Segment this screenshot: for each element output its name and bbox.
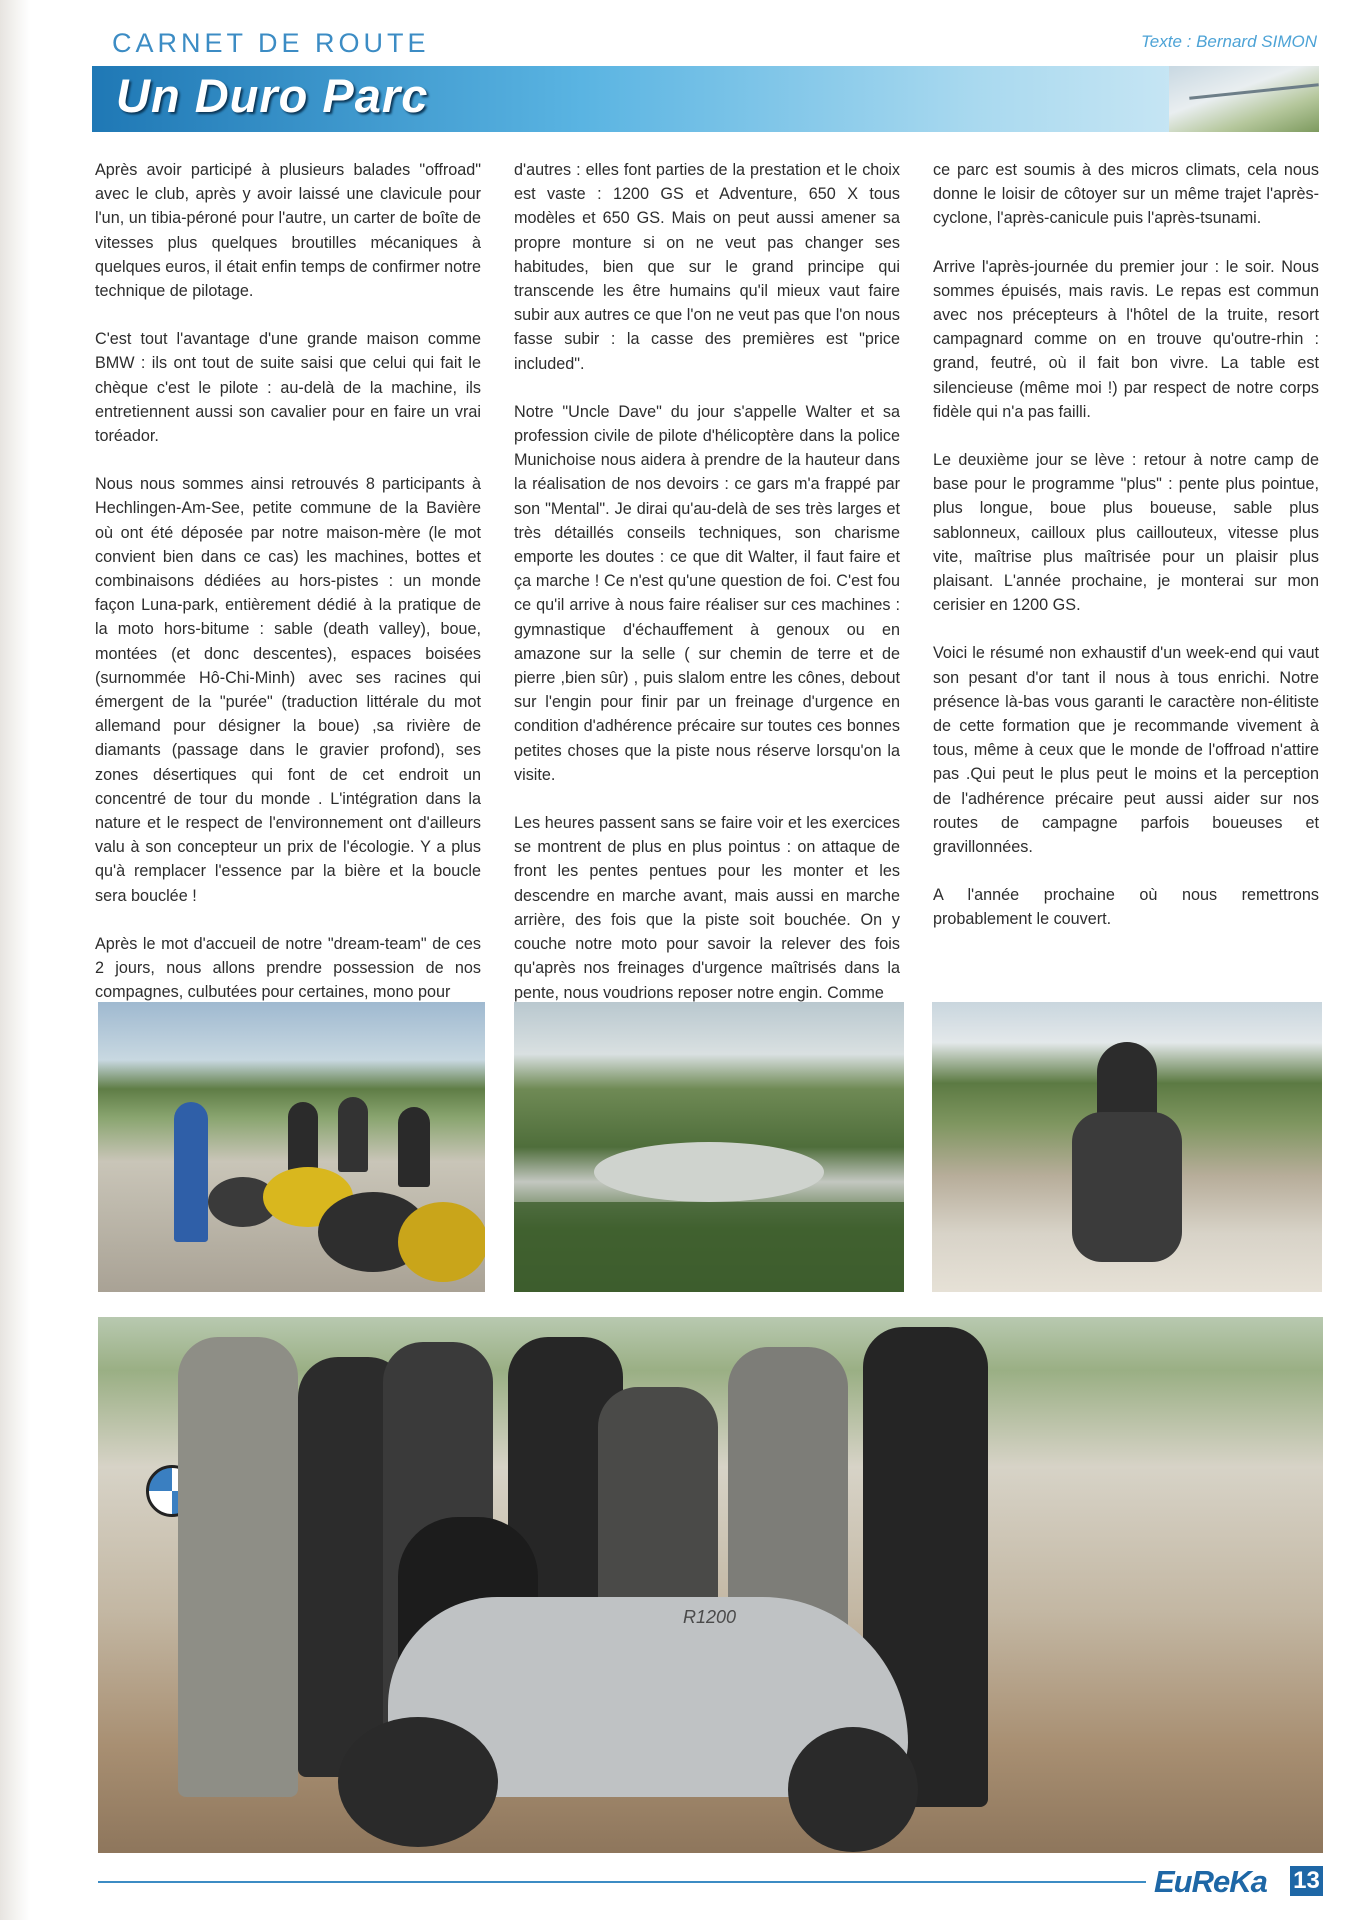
paragraph: Après avoir participé à plusieurs balades "offroad" avec le club, après y avoir laissé une clavicule pour l'un, un tibia-péroné pour l'autre, un carter de boîte de vitesses plus quelques broutilles mécaniques à quelques euros, il était enfin temps de confirmer notre technique de pilotage. <box>95 161 482 301</box>
magazine-logo: EuReKa <box>1154 1864 1267 1899</box>
paragraph: Après le mot d'accueil de notre "dream-team" de ces 2 jours, nous allons prendre possession de nos compagnes, culbutées pour certaines, mono pour <box>95 934 481 1002</box>
page-binding-shadow <box>0 0 30 1920</box>
article-column-1 <box>95 158 481 1029</box>
photo-rider-on-slope <box>932 1002 1322 1292</box>
photo-group-with-motorcycle <box>98 1317 1323 1853</box>
title-banner <box>92 66 1319 132</box>
photo-quarry-landscape <box>514 1002 904 1292</box>
article-column-3 <box>933 158 1319 956</box>
photo-briefing-motorcycles <box>98 1002 485 1292</box>
footer-rule <box>98 1881 1146 1883</box>
author-credit: Texte : Bernard SIMON <box>1140 32 1317 51</box>
banner-landscape-photo <box>1169 66 1319 132</box>
paragraph: A l'année prochaine où nous remettrons probablement le couvert. <box>933 886 1319 929</box>
article-column-2 <box>514 158 900 1029</box>
page-number: 13 <box>1290 1866 1323 1896</box>
section-rubric: CARNET DE ROUTE <box>112 28 430 58</box>
paragraph: Nous nous sommes ainsi retrouvés 8 participants à Hechlingen-Am-See, petite commune de la Bavière où ont été déposée par notre maison-mère (le mot convient bien dans ce cas) les machines, bottes et combinaisons dédiées au hors-pistes : un monde façon Luna-park, entièrement dédié à la pratique de la moto hors-bitume : sable (death valley), boue, montées (et donc descentes), espaces boisées (surnommée Hô-Chi-Minh) avec ses racines qui émergent de la "purée" (traduction littérale du mot allemand pour désigner la boue) ,sa rivière de diamants (passage dans le gravier profond), ses zones désertiques qui font de cet endroit un concentré de tour du monde . L'intégration dans la nature et le respect de l'environnement ont d'ailleurs valu à son concepteur un prix de l'écologie. Y a plus qu'à remplacer l'essence par la bière et la boucle sera bouclée ! <box>95 475 481 905</box>
article-title: Un Duro Parc <box>116 69 429 122</box>
paragraph: Arrive l'après-journée du premier jour : le soir. Nous sommes épuisés, mais ravis. Le repas est commun avec nos précepteurs à l'hôtel de la truite, resort campagnard comme on en trouve qu'outre-rhin : grand, feutré, où il fait bon vivre. La table est silencieuse (même moi !) par respect de notre corps fidèle qui n'a pas failli. <box>933 257 1319 421</box>
paragraph: Voici le résumé non exhaustif d'un week-end qui vaut son pesant d'or tant il nous à tous enrichi. Notre présence là-bas vous garanti le caractère non-élitiste de cette formation que je recommande vivement à tous, même à ceux que le monde de l'offroad n'attire pas .Qui peut le plus peut le moins et la perception de l'adhérence précaire peut aussi aider sur nos routes de campagne parfois boueuses et gravillonnées. <box>933 644 1319 857</box>
paragraph: Les heures passent sans se faire voir et les exercices se montrent de plus en plus pointus : on attaque de front les pentes pentues pour les monter et les descendre en marche avant, mais aussi en marche arrière, des fois que la piste soit bouchée. On y couche notre moto pour savoir la relever des fois qu'après nos freinages d'urgence maîtrisés dans la pente, nous voudrions reposer notre engin. Comme <box>514 814 900 1002</box>
paragraph: Notre "Uncle Dave" du jour s'appelle Walter et sa profession civile de pilote d'hélicoptère dans la police Munichoise nous aidera à prendre de la hauteur dans la réalisation de nos devoirs : ce gars m'a frappé par son "Mental". Je dirai qu'au-delà de ses très larges et très détaillés conseils techniques, son charisme emporte les doutes : ce que dit Walter, il faut faire et ça marche ! Ce n'est qu'une question de foi. C'est fou ce qu'il arrive à nous faire réaliser sur ces machines : gymnastique d'échauffement à genoux ou en amazone sur la selle ( sur chemin de terre et de pierre ,bien sûr) , puis slalom entre les cônes, debout sur l'engin pour finir par un freinage d'urgence en condition d'adhérence précaire sur toutes ces bonnes petites choses que la piste nous réserve lorsqu'on la visite. <box>514 402 900 784</box>
paragraph: d'autres : elles font parties de la prestation et le choix est vaste : 1200 GS et Adventure, 650 X tous modèles et 650 GS. Mais on peut aussi amener sa propre monture si on ne veut pas changer ses habitudes, bien que sur le grand principe qui transcende les être humains qu'il mieux vaut faire subir aux autres ce que l'on ne veut pas que l'on nous fasse subir : la casse des premières est "price included". <box>514 161 900 373</box>
paragraph: C'est tout l'avantage d'une grande maison comme BMW : ils ont tout de suite saisi que celui qui fait le chèque c'est le pilote : au-delà de la machine, ils entretiennent aussi son cavalier pour en faire un vrai toréador. <box>95 330 481 446</box>
paragraph: Le deuxième jour se lève : retour à notre camp de base pour le programme "plus" : pente plus pointue, plus longue, boue plus boueuse, sable plus sablonneux, cailloux plus caillouteux, vitesse plus vite, maîtrise plus maîtrisée pour un plaisir plus plaisant. L'année prochaine, je monterai sur mon cerisier en 1200 GS. <box>933 451 1319 615</box>
paragraph: ce parc est soumis à des micros climats, cela nous donne le loisir de côtoyer sur un même trajet l'après-cyclone, l'après-canicule puis l'après-tsunami. <box>933 161 1319 228</box>
bike-model-badge: R1200 <box>683 1607 737 1627</box>
